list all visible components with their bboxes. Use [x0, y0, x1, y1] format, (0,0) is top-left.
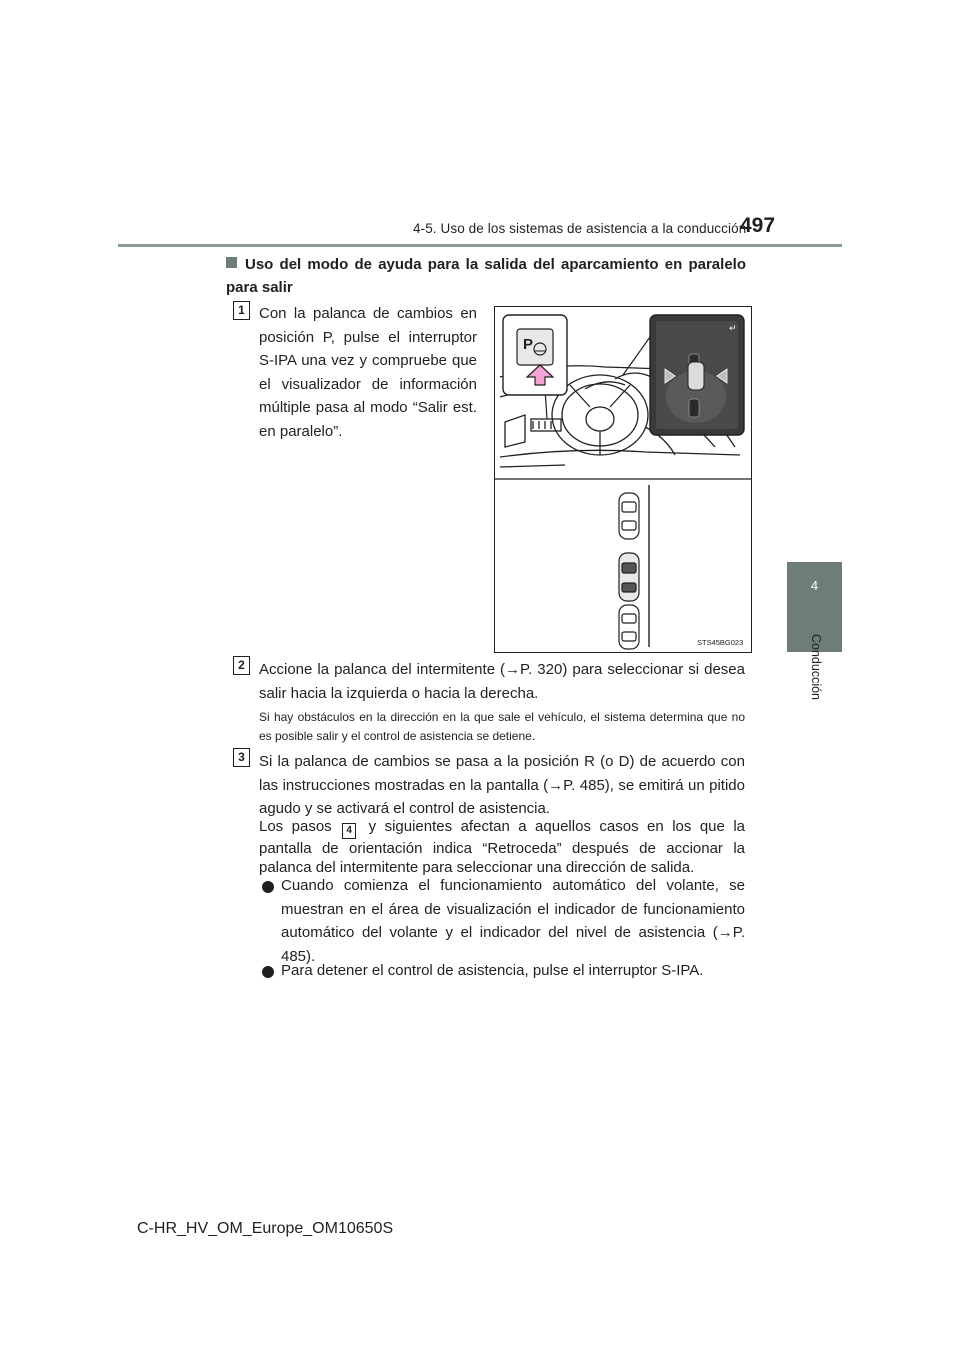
step-3-number: 3: [233, 748, 250, 767]
procedure-title: [226, 253, 746, 299]
chapter-label-box: [792, 632, 840, 702]
bullet-1-text: Cuando comienza el funcionamiento automático del volante, se muestran en el área de visualización el indicador de funcionamiento automático del volante y el indicador del nivel de asistencia (→P. 485).: [281, 877, 745, 965]
parked-car-front: [619, 493, 639, 539]
step-3-text: Si la palanca de cambios se pasa a la posición R (o D) de acuerdo con las instrucciones mostradas en la pantalla (→P. 485), se emitirá un pitido agudo y se activará el control de asistencia.: [259, 753, 745, 817]
step-4-reference: 4: [342, 823, 356, 839]
return-icon: ↵: [729, 324, 737, 334]
chapter-number: 4: [810, 578, 819, 593]
sub-paragraph-before: Los pasos: [259, 818, 332, 835]
switch-p-label: P: [523, 336, 534, 353]
figure-code: STS45BG023: [697, 638, 744, 647]
bullet-icon: [262, 960, 277, 978]
step-2-note: Si hay obstáculos en la dirección en la que sale el vehículo, el sistema determina que no es posible salir y el control de asistencia se detiene.: [259, 710, 745, 743]
bullet-icon: [262, 875, 277, 893]
step-1-text: Con la palanca de cambios en posición P, pulse el interruptor S-IPA una vez y compruebe que el visualizador de información múltiple pasa al modo “Salir est. en paralelo”.: [259, 305, 477, 440]
step-1-number: 1: [233, 301, 250, 320]
title-line-2: para salir: [226, 279, 293, 296]
dashboard-illustration: [495, 307, 751, 652]
step-2-number: 2: [233, 656, 250, 675]
page-number: 497: [740, 214, 776, 237]
chapter-label: Conducción: [809, 633, 823, 701]
document-id: C-HR_HV_OM_Europe_OM10650S: [137, 1220, 394, 1237]
section-title: 4-5. Uso de los sistemas de asistencia a la conducción: [413, 221, 747, 236]
title-line-1: Uso del modo de ayuda para la salida del aparcamiento en paralelo: [245, 256, 746, 273]
title-square-icon: [226, 257, 237, 268]
bullet-2-text: Para detener el control de asistencia, pulse el interruptor S-IPA.: [281, 962, 704, 979]
header-divider: [118, 244, 842, 247]
step-2-text: Accione la palanca del intermitente (→P. 320) para seleccionar si desea salir hacia la izquierda o hacia la derecha.: [259, 661, 745, 702]
own-vehicle: [619, 553, 639, 601]
sub-paragraph-after: y siguientes afectan a aquellos casos en los que la pantalla de orientación indica “Retroceda” después de accionar la palanca del intermitente para seleccionar una dirección de salida.: [259, 818, 745, 876]
parked-car-rear: [619, 605, 639, 649]
illustration: [494, 306, 752, 653]
sub-paragraph: [259, 817, 745, 877]
